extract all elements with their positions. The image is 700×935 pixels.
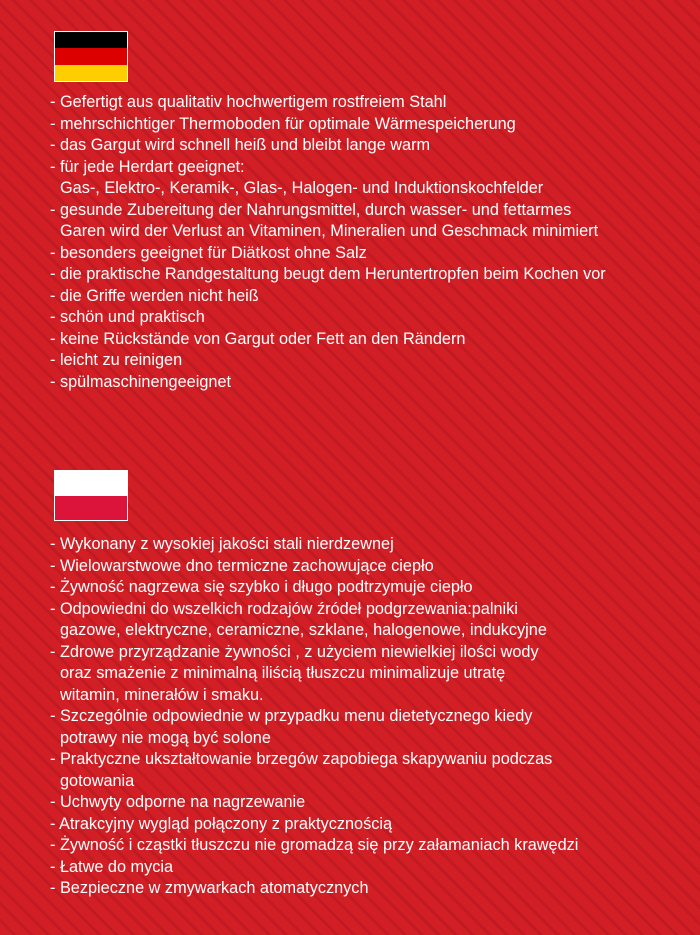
feature-text-continuation: potrawy nie mogą być solone <box>60 728 271 747</box>
feature-text: - das Gargut wird schnell heiß und bleibt lange warm <box>50 136 431 154</box>
feature-item <box>50 286 606 308</box>
feature-item <box>50 264 606 286</box>
feature-item <box>50 329 606 351</box>
feature-item <box>50 243 606 265</box>
feature-text: - Wielowarstwowe dno termiczne zachowujące ciepło <box>50 556 434 575</box>
feature-item <box>50 114 606 136</box>
feature-text: - Zdrowe przyrządzanie żywności , z użyciem niewielkiej ilości wody <box>50 642 539 661</box>
flag-stripe-red <box>55 48 127 64</box>
feature-item <box>50 135 606 157</box>
flag-stripe-gold <box>55 65 127 81</box>
feature-item <box>50 92 606 114</box>
feature-text-continuation: witamin, minerałów i smaku. <box>60 685 264 704</box>
feature-item <box>50 749 578 792</box>
feature-item <box>50 350 606 372</box>
feature-item <box>50 534 578 556</box>
feature-text: - Szczególnie odpowiednie w przypadku menu dietetycznego kiedy <box>50 707 533 725</box>
feature-text: - Łatwe do mycia <box>50 857 174 876</box>
feature-item <box>50 814 578 836</box>
feature-text: - Odpowiedni do wszelkich rodzajów źródeł podgrzewania:palniki <box>50 599 518 618</box>
feature-item <box>50 307 606 329</box>
flag-stripe-black <box>55 32 127 48</box>
feature-item <box>50 200 606 243</box>
feature-text: - keine Rückstände von Gargut oder Fett an den Rändern <box>50 329 466 348</box>
feature-text: - Żywność nagrzewa się szybko i długo podtrzymuje ciepło <box>50 578 473 596</box>
flag-stripe-red <box>55 496 127 521</box>
feature-item <box>50 599 578 642</box>
polish-feature-list <box>50 534 578 900</box>
polish-flag <box>54 470 128 521</box>
feature-text: - leicht zu reinigen <box>50 351 183 369</box>
feature-text: - Bezpieczne w zmywarkach atomatycznych <box>50 879 369 897</box>
feature-text: - gesunde Zubereitung der Nahrungsmittel, durch wasser- und fettarmes <box>50 200 572 219</box>
feature-text: - Uchwyty odporne na nagrzewanie <box>50 793 306 811</box>
feature-text: - Praktyczne ukształtowanie brzegów zapobiega skapywaniu podczas <box>50 750 553 768</box>
feature-text: - schön und praktisch <box>50 308 205 326</box>
feature-item <box>50 157 606 200</box>
feature-text: - für jede Herdart geeignet: <box>50 157 245 176</box>
feature-text: - die praktische Randgestaltung beugt dem Heruntertropfen beim Kochen vor <box>50 265 606 283</box>
feature-text-continuation: gazowe, elektryczne, ceramiczne, szklane, halogenowe, indukcyjne <box>60 621 547 639</box>
feature-text-continuation: Gas-, Elektro-, Keramik-, Glas-, Halogen- und Induktionskochfelder <box>60 179 544 197</box>
feature-text: - mehrschichtiger Thermoboden für optimale Wärmespeicherung <box>50 114 516 133</box>
feature-item <box>50 835 578 857</box>
feature-item <box>50 372 606 394</box>
feature-text-continuation: oraz smażenie z minimalną iliścią tłuszczu minimalizuje utratę <box>60 664 506 682</box>
feature-item <box>50 857 578 879</box>
feature-text-continuation: Garen wird der Verlust an Vitaminen, Mineralien und Geschmack minimiert <box>60 222 599 240</box>
feature-item <box>50 706 578 749</box>
flag-stripe-white <box>55 471 127 496</box>
feature-text: - spülmaschinengeeignet <box>50 372 232 391</box>
german-flag <box>54 31 128 82</box>
feature-text: - Wykonany z wysokiej jakości stali nierdzewnej <box>50 535 394 553</box>
feature-text: - Żywność i cząstki tłuszczu nie gromadzą się przy załamaniach krawędzi <box>50 836 579 854</box>
feature-text: - die Griffe werden nicht heiß <box>50 286 259 305</box>
feature-text: - Atrakcyjny wygląd połączony z praktycznością <box>50 814 393 833</box>
feature-item <box>50 577 578 599</box>
feature-text: - Gefertigt aus qualitativ hochwertigem rostfreiem Stahl <box>50 93 447 111</box>
feature-item <box>50 556 578 578</box>
feature-item <box>50 642 578 707</box>
feature-item <box>50 878 578 900</box>
feature-text-continuation: gotowania <box>60 771 135 790</box>
feature-item <box>50 792 578 814</box>
german-feature-list <box>50 92 606 393</box>
feature-text: - besonders geeignet für Diätkost ohne Salz <box>50 243 367 262</box>
